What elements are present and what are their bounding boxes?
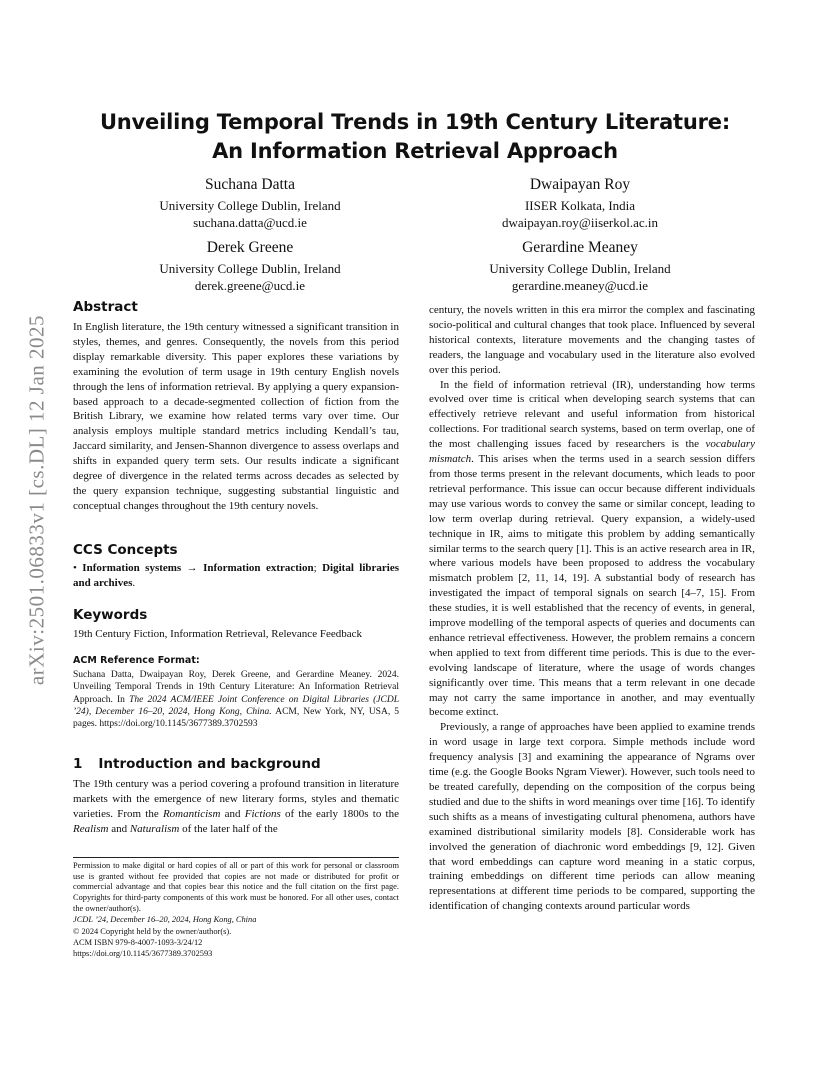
paragraph-text: In the field of information retrieval (IR), understanding how terms evolved over time is critical when developing search systems that can effectively retrieve relevant and useful information from historical collections. For traditional search systems, based on term overlap, one of the most challenging issues faced by researchers is the xyxy=(429,378,755,451)
author-name: Derek Greene xyxy=(206,239,294,256)
paragraph xyxy=(429,378,755,721)
intro-emphasis: Naturalism xyxy=(129,822,180,835)
conference-line xyxy=(73,915,399,926)
isbn-line: ACM ISBN 979-8-4007-1093-3/24/12 xyxy=(73,938,203,947)
ccs-concepts xyxy=(73,561,399,591)
author-block-1 xyxy=(120,175,380,231)
abstract-text: In English literature, the 19th century witnessed a significant transition in styles, themes, and genres. Consequently, the novels from this period display remarkable diversity. This paper explores these variations by examining the evolution of term usage in 19th century English novels through the lens of information retrieval. By applying a query expansion-based approach to a decade-segmented collection of fiction from the British Library, we examine how related terms vary over time. Our analysis employs multiple standard metrics including Kendall’s tau, Jaccard similarity, and Jensen-Shannon divergence to assess overlaps and shifts in expanded query term sets. Our results indicate a significant degree of divergence in the related terms across decades as selected by the query expansion technique, suggesting substantial linguistic and conceptual changes throughout the 19th century novels. xyxy=(73,321,399,512)
author-name: Gerardine Meaney xyxy=(522,239,638,256)
intro-text: and xyxy=(108,822,130,835)
author-name: Dwaipayan Roy xyxy=(529,176,631,193)
author-affiliation: University College Dublin, Ireland xyxy=(159,261,341,276)
arxiv-side-stamp xyxy=(23,264,51,736)
intro-text: of the early 1800s to the xyxy=(280,807,399,820)
author-email[interactable]: gerardine.meaney@ucd.ie xyxy=(511,278,649,293)
author-email[interactable]: derek.greene@ucd.ie xyxy=(194,278,306,293)
intro-text: and xyxy=(220,807,245,820)
acm-ref-part: ACM, New York, NY, USA, 5 pages. https://doi.org/10.1145/3677389.3702593 xyxy=(73,706,399,730)
section-heading-intro xyxy=(73,756,399,772)
paragraph-text: . This arises when the terms used in a search session differs from those terms present in the relevant documents, which leads to poor retrieval performance. This issue can occur because different individuals may use various words to convey the same or similar concept, leading to low term overlap during retrieval. Query expansion, a widely-used technique in IR, aims to mitigate this problem by adding semantically similar terms to the search query [1]. This is an active research area in IR, where various models have been proposed to address the vocabulary mismatch problem [2, 11, 14, 19]. A substantial body of research has investigated the impact of temporal signals on search [4–7, 15]. From these studies, it is well established that the recency of events, in general, improve modelling of the temporal aspects of queries and documents can enhance retrieval effectiveness. However, the problem remains a concern when applied to text from different time periods. This is due to the ever-evolving landscape of literature, where the usage of words changes significantly over time. This means that a term relevant in one decade may not carry the same importance in another, and may eventually become extinct. xyxy=(429,453,755,719)
author-block-2 xyxy=(450,175,710,231)
ccs-separator: ; xyxy=(313,562,323,574)
acm-ref-heading: ACM Reference Format: xyxy=(73,655,200,666)
author-name: Suchana Datta xyxy=(205,176,295,193)
acm-ref-venue: The 2024 ACM/IEEE Joint Conference on Digital Libraries (JCDL ’24), December 16–20, 2024, Hong Kong, China. xyxy=(73,694,399,717)
copyright-line: © 2024 Copyright held by the owner/author(s). xyxy=(73,927,232,936)
section-number: 1 xyxy=(73,756,83,772)
ccs-bullet: • xyxy=(73,562,77,574)
author-affiliation: University College Dublin, Ireland xyxy=(489,261,671,276)
author-block-3 xyxy=(120,238,380,294)
ccs-end: . xyxy=(132,576,136,589)
intro-emphasis: Romanticism xyxy=(162,807,221,820)
intro-text: The 19th century was a period covering a profound transition in literature markets with the emergence of new literary forms, styles and thematic varieties. From the xyxy=(73,778,399,820)
paragraph-emphasis: vocabulary mismatch xyxy=(429,438,755,466)
author-email[interactable]: suchana.datta@ucd.ie xyxy=(193,215,307,230)
author-affiliation: University College Dublin, Ireland xyxy=(159,198,341,213)
ccs-concept: Information systems xyxy=(82,562,182,574)
ccs-concept: Digital libraries and archives xyxy=(73,562,400,589)
intro-emphasis: Fictions xyxy=(244,807,281,820)
conference-text: JCDL ’24, December 16–20, 2024, Hong Kong, China xyxy=(73,915,257,924)
intro-text: of the later half of the xyxy=(179,822,278,835)
keywords-text: 19th Century Fiction, Information Retrieval, Relevance Feedback xyxy=(73,628,362,640)
paper-title: Unveiling Temporal Trends in 19th Century Literature: An Information Retrieval Approach xyxy=(99,110,731,163)
right-column-text xyxy=(429,303,755,914)
ccs-concept: Information extraction xyxy=(203,562,314,574)
section-title: Introduction and background xyxy=(98,756,321,772)
keywords-heading: Keywords xyxy=(73,607,148,623)
acm-ref-text xyxy=(73,669,399,730)
doi-link[interactable]: https://doi.org/10.1145/3677389.3702593 xyxy=(73,949,213,958)
author-block-4 xyxy=(450,238,710,294)
intro-emphasis: Realism xyxy=(73,822,109,835)
acm-ref-part: Suchana Datta, Dwaipayan Roy, Derek Greene, and Gerardine Meaney. 2024. Unveiling Temporal Trends in 19th Century Literature: An Information Retrieval Approach. In xyxy=(73,670,399,705)
paragraph: Previously, a range of approaches have been applied to examine trends in word usage in large text corpora. Simple methods include word frequency analysis [3] and examining the appearance of Ngrams over time (e.g. the Google Books Ngram Viewer). However, such tools need to be treated carefully, depending on the composition of the corpus being studied and due to the shifts in word meanings over time [16]. To identify such shifts as a means of investigating cultural phenomena, authors have examined distributional similarity models [8]. Considerable work has involved the generation of diachronic word embeddings [9, 12]. Given that word embeddings can capture word meaning in a static corpus, training embeddings on different time periods can allow meaning representations at different time periods to be compared, supporting the identification of changing contexts around particular words xyxy=(429,721,755,913)
author-affiliation: IISER Kolkata, India xyxy=(524,198,636,213)
paragraph: century, the novels written in this era mirror the complex and fascinating socio-political and cultural changes that took place. Influenced by several historical contexts, literature movements and the changing tastes of readers, the language and vocabulary used in the literature also evolved over this period. xyxy=(429,304,755,376)
abstract-heading: Abstract xyxy=(73,299,138,315)
arxiv-stamp-text: arXiv:2501.06833v1 [cs.DL] 12 Jan 2025 xyxy=(24,314,49,686)
author-email[interactable]: dwaipayan.roy@iiserkol.ac.in xyxy=(501,215,658,230)
footnote-rule xyxy=(73,857,399,858)
intro-paragraph xyxy=(73,777,399,837)
ccs-heading: CCS Concepts xyxy=(73,542,178,558)
permission-notice: Permission to make digital or hard copies of all or part of this work for personal or classroom use is granted without fee provided that copies are not made or distributed for profit or commercial advantage and that copies bear this notice and the full citation on the first page. Copyrights for third-party components of this work must be honored. For all other uses, contact the owner/author(s). xyxy=(73,861,399,913)
ccs-arrow: → xyxy=(181,562,204,574)
